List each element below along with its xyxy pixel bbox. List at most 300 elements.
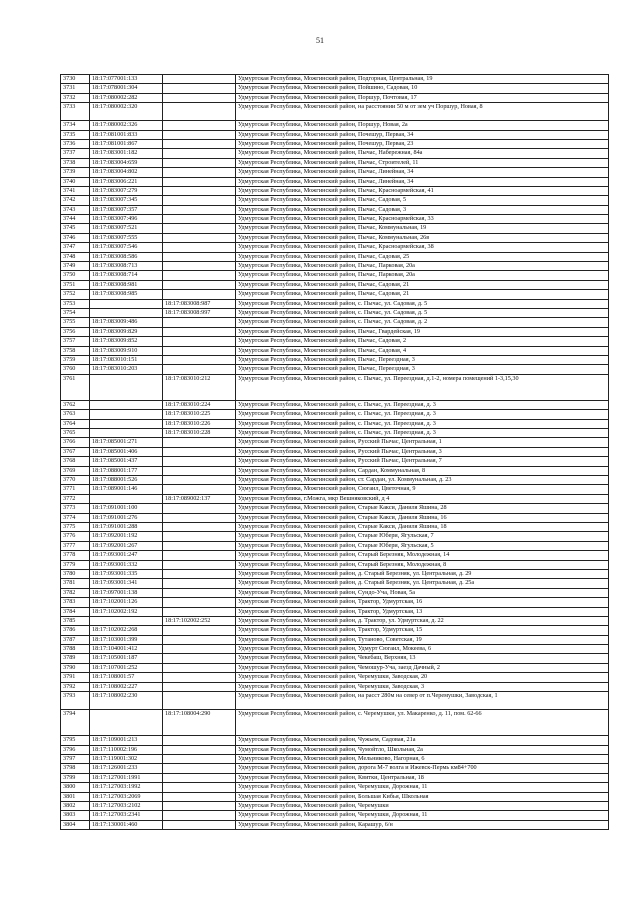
address-cell: Удмуртская Республика, Можгинский район, Пойшино, Садовая, 10 — [236, 84, 609, 93]
address-cell: Удмуртская Республика, Можгинский район, Черемушки, Заводская, 20 — [236, 673, 609, 682]
cadastral-number-cell — [90, 299, 163, 308]
cadastral-number-cell — [90, 400, 163, 409]
table-row — [61, 569, 609, 578]
row-number-cell: 3735 — [61, 130, 90, 139]
cadastral-number-cell: 18:17:127003:2341 — [90, 811, 163, 820]
cadastral-number-cell: 18:17:081001:833 — [90, 130, 163, 139]
cadastral-number-alt-cell — [163, 792, 236, 801]
row-number-cell: 3804 — [61, 820, 90, 829]
address-cell: Удмуртская Республика, Можгинский район, Черемушки — [236, 801, 609, 810]
cadastral-number-cell — [90, 710, 163, 736]
address-cell: Удмуртская Республика, Можгинский район, с. Пычас, ул. Переездная, д. 3 — [236, 400, 609, 409]
table-row — [61, 710, 609, 736]
table-row — [61, 476, 609, 485]
address-cell: Удмуртская Республика, Можгинский район, Почешур, Первая, 34 — [236, 130, 609, 139]
cadastral-number-alt-cell — [163, 327, 236, 336]
address-cell: Удмуртская Республика, Можгинский район, Пычас, Набережная, 84а — [236, 149, 609, 158]
address-cell: Удмуртская Республика, Можгинский район, Чекебаш, Верхняя, 13 — [236, 654, 609, 663]
table-row — [61, 645, 609, 654]
cadastral-number-cell: 18:17:091001:276 — [90, 513, 163, 522]
row-number-cell: 3746 — [61, 233, 90, 242]
cadastral-number-alt-cell — [163, 93, 236, 102]
row-number-cell: 3775 — [61, 522, 90, 531]
table-row — [61, 158, 609, 167]
table-row — [61, 429, 609, 438]
address-cell: Удмуртская Республика, Можгинский район, д. Старый Березняк, ул. Центральная, д. 29 — [236, 569, 609, 578]
address-cell: Удмуртская Республика, г.Можга, мкр Вешняковский, д 4 — [236, 494, 609, 503]
table-row — [61, 410, 609, 419]
cadastral-number-alt-cell — [163, 457, 236, 466]
address-cell: Удмуртская Республика, Можгинский район, Старые Какси, Даниля Яшина, 18 — [236, 522, 609, 531]
table-row — [61, 252, 609, 261]
cadastral-number-alt-cell — [163, 654, 236, 663]
table-row — [61, 177, 609, 186]
cadastral-number-cell — [90, 374, 163, 400]
row-number-cell: 3799 — [61, 773, 90, 782]
cadastral-number-alt-cell — [163, 692, 236, 710]
table-row — [61, 466, 609, 475]
cadastral-number-cell — [90, 410, 163, 419]
address-cell: Удмуртская Республика, Можгинский район, д. Старый Березняк, ул. Центральная, д. 25а — [236, 579, 609, 588]
row-number-cell: 3772 — [61, 494, 90, 503]
address-cell: Удмуртская Республика, Можгинский район, Старые Какси, Даниля Яшина, 28 — [236, 504, 609, 513]
cadastral-number-cell: 18:17:093001:335 — [90, 569, 163, 578]
address-cell: Удмуртская Республика, Можгинский район, Русский Пычас, Центральная, 1 — [236, 438, 609, 447]
row-number-cell: 3753 — [61, 299, 90, 308]
row-number-cell: 3762 — [61, 400, 90, 409]
cadastral-number-alt-cell — [163, 130, 236, 139]
address-cell: Удмуртская Республика, Можгинский район, Пычас, Линейная, 34 — [236, 177, 609, 186]
row-number-cell: 3749 — [61, 262, 90, 271]
address-cell: Удмуртская Республика, Можгинский район, Пычас, Переездная, 3 — [236, 365, 609, 374]
table-row — [61, 663, 609, 672]
row-number-cell: 3784 — [61, 607, 90, 616]
address-cell: Удмуртская Республика, Можгинский район, Пычас, Переездная, 3 — [236, 355, 609, 364]
cadastral-number-alt-cell — [163, 158, 236, 167]
row-number-cell: 3748 — [61, 252, 90, 261]
table-row — [61, 560, 609, 569]
table-row — [61, 522, 609, 531]
row-number-cell: 3788 — [61, 645, 90, 654]
cadastral-number-alt-cell: 18:17:083008:987 — [163, 299, 236, 308]
cadastral-number-cell: 18:17:127003:2069 — [90, 792, 163, 801]
cadastral-number-cell — [90, 419, 163, 428]
table-row — [61, 541, 609, 550]
table-row — [61, 811, 609, 820]
cadastral-number-alt-cell — [163, 365, 236, 374]
cadastral-number-cell: 18:17:093001:341 — [90, 579, 163, 588]
cadastral-number-alt-cell — [163, 764, 236, 773]
cadastral-number-cell: 18:17:127003:2102 — [90, 801, 163, 810]
row-number-cell: 3781 — [61, 579, 90, 588]
table-row — [61, 504, 609, 513]
cadastral-number-alt-cell — [163, 168, 236, 177]
table-row — [61, 457, 609, 466]
row-number-cell: 3779 — [61, 560, 90, 569]
table-row — [61, 365, 609, 374]
address-cell: Удмуртская Республика, Можгинский район, с. Пычас, ул. Садовая, д. 5 — [236, 299, 609, 308]
cadastral-number-alt-cell — [163, 447, 236, 456]
page-number: 51 — [316, 36, 324, 45]
address-cell: Удмуртская Республика, Можгинский район, Пычас, Коммунальная, 26в — [236, 233, 609, 242]
address-cell: Удмуртская Республика, Можгинский район, Чемошур-Уча, заезд Дачный, 2 — [236, 663, 609, 672]
cadastral-number-alt-cell — [163, 318, 236, 327]
cadastral-number-alt-cell — [163, 84, 236, 93]
row-number-cell: 3766 — [61, 438, 90, 447]
cadastral-number-alt-cell — [163, 801, 236, 810]
cadastral-number-cell: 18:17:102001:126 — [90, 598, 163, 607]
cadastral-number-cell: 18:17:083007:546 — [90, 243, 163, 252]
cadastral-number-alt-cell — [163, 541, 236, 550]
cadastral-number-cell: 18:17:108002:230 — [90, 692, 163, 710]
table-row — [61, 139, 609, 148]
row-number-cell: 3754 — [61, 308, 90, 317]
address-cell: Удмуртская Республика, Можгинский район, Пычас, Парковая, 20а — [236, 271, 609, 280]
row-number-cell: 3802 — [61, 801, 90, 810]
cadastral-number-cell: 18:17:127003:1992 — [90, 783, 163, 792]
cadastral-number-alt-cell — [163, 745, 236, 754]
cadastral-number-cell: 18:17:109001:213 — [90, 736, 163, 745]
address-cell: Удмуртская Республика, Можгинский район, Пычас, Гвардейская, 19 — [236, 327, 609, 336]
table-row — [61, 692, 609, 710]
cadastral-number-cell: 18:17:083009:829 — [90, 327, 163, 336]
cadastral-number-alt-cell — [163, 280, 236, 289]
address-cell: Удмуртская Республика, Можгинский район, с. Пычас, ул. Переездная, д. 3 — [236, 419, 609, 428]
table-row — [61, 447, 609, 456]
table-row — [61, 355, 609, 364]
address-cell: Удмуртская Республика, Можгинский район, Подгорная, Центральная, 19 — [236, 75, 609, 84]
cadastral-number-cell: 18:17:119001:302 — [90, 754, 163, 763]
cadastral-number-alt-cell — [163, 186, 236, 195]
cadastral-number-alt-cell — [163, 773, 236, 782]
address-cell: Удмуртская Республика, Можгинский район, Пычас, Парковая, 20а — [236, 262, 609, 271]
cadastral-number-cell: 18:17:091001:288 — [90, 522, 163, 531]
address-cell: Удмуртская Республика, Можгинский район, ст. Сардан, ул. Коммунальная, д. 23 — [236, 476, 609, 485]
table-row — [61, 75, 609, 84]
cadastral-number-alt-cell — [163, 205, 236, 214]
row-number-cell: 3764 — [61, 419, 90, 428]
row-number-cell: 3758 — [61, 346, 90, 355]
table-row — [61, 121, 609, 130]
cadastral-number-cell: 18:17:097001:138 — [90, 588, 163, 597]
row-number-cell: 3730 — [61, 75, 90, 84]
cadastral-number-cell: 18:17:078001:304 — [90, 84, 163, 93]
address-cell: Удмуртская Республика, Можгинский район, Тутаново, Советская, 19 — [236, 635, 609, 644]
address-cell: Удмуртская Республика, Можгинский район, Сюгаил, Цветочная, 9 — [236, 485, 609, 494]
row-number-cell: 3768 — [61, 457, 90, 466]
cadastral-number-alt-cell — [163, 337, 236, 346]
address-cell: Удмуртская Республика, Можгинский район, Большая Кибья, Школьная — [236, 792, 609, 801]
table-row — [61, 84, 609, 93]
cadastral-number-cell: 18:17:083007:496 — [90, 215, 163, 224]
row-number-cell: 3776 — [61, 532, 90, 541]
cadastral-number-cell: 18:17:102002:268 — [90, 626, 163, 635]
address-cell: Удмуртская Республика, Можгинский район, Старые Какси, Даниля Яшина, 16 — [236, 513, 609, 522]
cadastral-number-alt-cell: 18:17:083010:224 — [163, 400, 236, 409]
address-cell: Удмуртская Республика, Можгинский район, Пычас, Красноармейская, 38 — [236, 243, 609, 252]
cadastral-number-alt-cell: 18:17:083010:225 — [163, 410, 236, 419]
cadastral-number-alt-cell — [163, 438, 236, 447]
table-row — [61, 764, 609, 773]
cadastral-number-cell: 18:17:083007:279 — [90, 186, 163, 195]
address-cell: Удмуртская Республика, Можгинский район, д. Трактор, ул. Удмуртская, д. 22 — [236, 616, 609, 625]
cadastral-number-cell: 18:17:130001:460 — [90, 820, 163, 829]
row-number-cell: 3752 — [61, 290, 90, 299]
address-cell: Удмуртская Республика, Можгинский район, Пычас, Садовая, 3 — [236, 205, 609, 214]
table-row — [61, 308, 609, 317]
cadastral-number-cell: 18:17:083007:357 — [90, 205, 163, 214]
row-number-cell: 3796 — [61, 745, 90, 754]
table-row — [61, 551, 609, 560]
cadastral-number-cell: 18:17:088001:177 — [90, 466, 163, 475]
cadastral-number-cell: 18:17:083004:802 — [90, 168, 163, 177]
table-row — [61, 224, 609, 233]
row-number-cell: 3731 — [61, 84, 90, 93]
address-cell: Удмуртская Республика, Можгинский район, Старый Березняк, Молодежная, 8 — [236, 560, 609, 569]
row-number-cell: 3742 — [61, 196, 90, 205]
cadastral-number-cell: 18:17:108001:57 — [90, 673, 163, 682]
cadastral-number-alt-cell — [163, 607, 236, 616]
row-number-cell: 3756 — [61, 327, 90, 336]
cadastral-number-alt-cell: 18:17:102002:252 — [163, 616, 236, 625]
address-cell: Удмуртская Республика, Можгинский район, Черемушки, Дорожная, 11 — [236, 811, 609, 820]
cadastral-number-alt-cell — [163, 243, 236, 252]
cadastral-number-alt-cell: 18:17:083008:997 — [163, 308, 236, 317]
cadastral-number-cell: 18:17:085001:271 — [90, 438, 163, 447]
row-number-cell: 3797 — [61, 754, 90, 763]
address-cell: Удмуртская Республика, Можгинский район, с. Пычас, ул. Переездная, д.1-2, номера помещений 1-3,15,30 — [236, 374, 609, 400]
table-row — [61, 673, 609, 682]
row-number-cell: 3769 — [61, 466, 90, 475]
cadastral-number-cell: 18:17:083009:486 — [90, 318, 163, 327]
cadastral-number-cell: 18:17:083008:713 — [90, 262, 163, 271]
cadastral-number-cell: 18:17:092001:192 — [90, 532, 163, 541]
table-row — [61, 130, 609, 139]
table-row — [61, 290, 609, 299]
cadastral-number-alt-cell — [163, 485, 236, 494]
address-cell: Удмуртская Республика, Можгинский район, Черемушки, Заводская, 3 — [236, 682, 609, 691]
cadastral-number-alt-cell — [163, 224, 236, 233]
table-row — [61, 400, 609, 409]
row-number-cell: 3791 — [61, 673, 90, 682]
address-cell: Удмуртская Республика, Можгинский район, с. Черемушки, ул. Макаренко, д. 11, пом. 62-66 — [236, 710, 609, 736]
address-cell: Удмуртская Республика, Можгинский район, Пычас, Садовая, 25 — [236, 252, 609, 261]
table-row — [61, 419, 609, 428]
table-row — [61, 773, 609, 782]
row-number-cell: 3787 — [61, 635, 90, 644]
cadastral-number-cell: 18:17:083004:659 — [90, 158, 163, 167]
cadastral-number-alt-cell — [163, 598, 236, 607]
address-cell: Удмуртская Республика, Можгинский район, Черемушки, Дорожная, 11 — [236, 783, 609, 792]
row-number-cell: 3780 — [61, 569, 90, 578]
address-cell: Удмуртская Республика, Можгинский район, Почешур, Первая, 23 — [236, 139, 609, 148]
cadastral-number-cell: 18:17:102002:192 — [90, 607, 163, 616]
table-row — [61, 299, 609, 308]
cadastral-number-cell: 18:17:080002:326 — [90, 121, 163, 130]
cadastral-number-alt-cell — [163, 645, 236, 654]
table-row — [61, 820, 609, 829]
row-number-cell: 3789 — [61, 654, 90, 663]
table-row — [61, 745, 609, 754]
cadastral-number-alt-cell: 18:17:083010:212 — [163, 374, 236, 400]
cadastral-number-cell: 18:17:110002:196 — [90, 745, 163, 754]
row-number-cell: 3778 — [61, 551, 90, 560]
table-row — [61, 196, 609, 205]
cadastral-number-alt-cell — [163, 569, 236, 578]
row-number-cell: 3767 — [61, 447, 90, 456]
cadastral-number-alt-cell — [163, 673, 236, 682]
row-number-cell: 3774 — [61, 513, 90, 522]
property-registry-table — [60, 74, 609, 830]
address-cell: Удмуртская Республика, Можгинский район, Пычас, Садовая, 5 — [236, 196, 609, 205]
address-cell: Удмуртская Республика, Можгинский район, Пычас, Линейная, 34 — [236, 168, 609, 177]
cadastral-number-cell — [90, 494, 163, 503]
cadastral-number-cell: 18:17:089001:146 — [90, 485, 163, 494]
table-row — [61, 233, 609, 242]
cadastral-number-alt-cell — [163, 532, 236, 541]
cadastral-number-cell: 18:17:085001:406 — [90, 447, 163, 456]
address-cell: Удмуртская Республика, Можгинский район, с. Пычас, ул. Переездная, д. 3 — [236, 410, 609, 419]
address-cell: Удмуртская Республика, Можгинский район, Чужьем, Садовая, 21а — [236, 736, 609, 745]
cadastral-number-alt-cell — [163, 663, 236, 672]
row-number-cell: 3738 — [61, 158, 90, 167]
address-cell: Удмуртская Республика, Можгинский район, Русский Пычас, Центральная, 7 — [236, 457, 609, 466]
address-cell: Удмуртская Республика, Можгинский район, с. Пычас, ул. Садовая, д. 5 — [236, 308, 609, 317]
table-row — [61, 327, 609, 336]
cadastral-number-alt-cell — [163, 551, 236, 560]
table-row — [61, 494, 609, 503]
cadastral-number-alt-cell — [163, 635, 236, 644]
row-number-cell: 3800 — [61, 783, 90, 792]
table-row — [61, 93, 609, 102]
address-cell: Удмуртская Республика, Можгинский район, Пычас, Садовая, 4 — [236, 346, 609, 355]
cadastral-number-cell: 18:17:083001:182 — [90, 149, 163, 158]
cadastral-number-cell: 18:17:080002:282 — [90, 93, 163, 102]
cadastral-number-alt-cell — [163, 579, 236, 588]
cadastral-number-cell: 18:17:085001:437 — [90, 457, 163, 466]
table-row — [61, 792, 609, 801]
cadastral-number-alt-cell — [163, 139, 236, 148]
address-cell: Удмуртская Республика, Можгинский район, Мельниково, Нагорная, 6 — [236, 754, 609, 763]
cadastral-number-cell: 18:17:081001:867 — [90, 139, 163, 148]
registry-body — [61, 75, 609, 830]
row-number-cell: 3798 — [61, 764, 90, 773]
table-row — [61, 635, 609, 644]
cadastral-number-alt-cell — [163, 196, 236, 205]
address-cell: Удмуртская Республика, Можгинский район, Квитки, Центральная, 18 — [236, 773, 609, 782]
row-number-cell: 3733 — [61, 103, 90, 121]
cadastral-number-alt-cell — [163, 466, 236, 475]
address-cell: Удмуртская Республика, Можгинский район, Сардан, Коммунальная, 8 — [236, 466, 609, 475]
cadastral-number-alt-cell — [163, 783, 236, 792]
row-number-cell: 3736 — [61, 139, 90, 148]
row-number-cell: 3759 — [61, 355, 90, 364]
cadastral-number-alt-cell — [163, 560, 236, 569]
table-row — [61, 607, 609, 616]
cadastral-number-cell: 18:17:083008:586 — [90, 252, 163, 261]
table-row — [61, 186, 609, 195]
cadastral-number-cell: 18:17:107001:252 — [90, 663, 163, 672]
table-row — [61, 736, 609, 745]
row-number-cell: 3761 — [61, 374, 90, 400]
cadastral-number-cell: 18:17:108002:227 — [90, 682, 163, 691]
row-number-cell: 3792 — [61, 682, 90, 691]
row-number-cell: 3741 — [61, 186, 90, 195]
table-row — [61, 243, 609, 252]
table-row — [61, 149, 609, 158]
address-cell: Удмуртская Республика, Можгинский район, Пычас, Садовая, 21 — [236, 280, 609, 289]
cadastral-number-alt-cell — [163, 262, 236, 271]
address-cell: Удмуртская Республика, Можгинский район, Поршур, Почтовая, 17 — [236, 93, 609, 102]
table-row — [61, 598, 609, 607]
row-number-cell: 3793 — [61, 692, 90, 710]
table-row — [61, 783, 609, 792]
cadastral-number-cell: 18:17:083007:555 — [90, 233, 163, 242]
cadastral-number-alt-cell — [163, 820, 236, 829]
address-cell: Удмуртская Республика, Можгинский район, на расст 280м на север от п.Черемушки, Заводская, 1 — [236, 692, 609, 710]
cadastral-number-alt-cell — [163, 271, 236, 280]
row-number-cell: 3773 — [61, 504, 90, 513]
row-number-cell: 3743 — [61, 205, 90, 214]
table-row — [61, 438, 609, 447]
row-number-cell: 3783 — [61, 598, 90, 607]
row-number-cell: 3786 — [61, 626, 90, 635]
address-cell: Удмуртская Республика, Можгинский район, Сундо-Уча, Новая, 5а — [236, 588, 609, 597]
cadastral-number-alt-cell — [163, 215, 236, 224]
cadastral-number-alt-cell — [163, 346, 236, 355]
table-row — [61, 103, 609, 121]
row-number-cell: 3770 — [61, 476, 90, 485]
row-number-cell: 3760 — [61, 365, 90, 374]
cadastral-number-alt-cell — [163, 626, 236, 635]
address-cell: Удмуртская Республика, Можгинский район, Трактор, Удмуртская, 15 — [236, 626, 609, 635]
cadastral-number-cell: 18:17:091001:100 — [90, 504, 163, 513]
address-cell: Удмуртская Республика, Можгинский район, Пычас, Садовая, 21 — [236, 290, 609, 299]
address-cell: Удмуртская Республика, Можгинский район, Пычас, Строителей, 11 — [236, 158, 609, 167]
cadastral-number-alt-cell — [163, 588, 236, 597]
address-cell: Удмуртская Республика, Можгинский район, Чумойтло, Школьная, 2а — [236, 745, 609, 754]
table-row — [61, 532, 609, 541]
table-row — [61, 485, 609, 494]
row-number-cell: 3785 — [61, 616, 90, 625]
row-number-cell: 3803 — [61, 811, 90, 820]
cadastral-number-alt-cell — [163, 355, 236, 364]
cadastral-number-cell: 18:17:083007:521 — [90, 224, 163, 233]
row-number-cell: 3734 — [61, 121, 90, 130]
row-number-cell: 3795 — [61, 736, 90, 745]
table-row — [61, 579, 609, 588]
cadastral-number-cell: 18:17:093001:332 — [90, 560, 163, 569]
cadastral-number-alt-cell — [163, 233, 236, 242]
cadastral-number-cell: 18:17:093001:247 — [90, 551, 163, 560]
table-row — [61, 513, 609, 522]
address-cell: Удмуртская Республика, Можгинский район, с. Пычас, ул. Переездная, д. 3 — [236, 429, 609, 438]
cadastral-number-cell: 18:17:126001:233 — [90, 764, 163, 773]
cadastral-number-alt-cell — [163, 811, 236, 820]
cadastral-number-cell — [90, 616, 163, 625]
table-row — [61, 654, 609, 663]
cadastral-number-cell: 18:17:083008:985 — [90, 290, 163, 299]
row-number-cell: 3744 — [61, 215, 90, 224]
row-number-cell: 3745 — [61, 224, 90, 233]
cadastral-number-cell: 18:17:127001:1991 — [90, 773, 163, 782]
cadastral-number-cell: 18:17:103001:399 — [90, 635, 163, 644]
cadastral-number-alt-cell — [163, 476, 236, 485]
address-cell: Удмуртская Республика, Можгинский район, Поршур, Новая, 2а — [236, 121, 609, 130]
cadastral-number-cell: 18:17:092001:267 — [90, 541, 163, 550]
row-number-cell: 3755 — [61, 318, 90, 327]
row-number-cell: 3750 — [61, 271, 90, 280]
